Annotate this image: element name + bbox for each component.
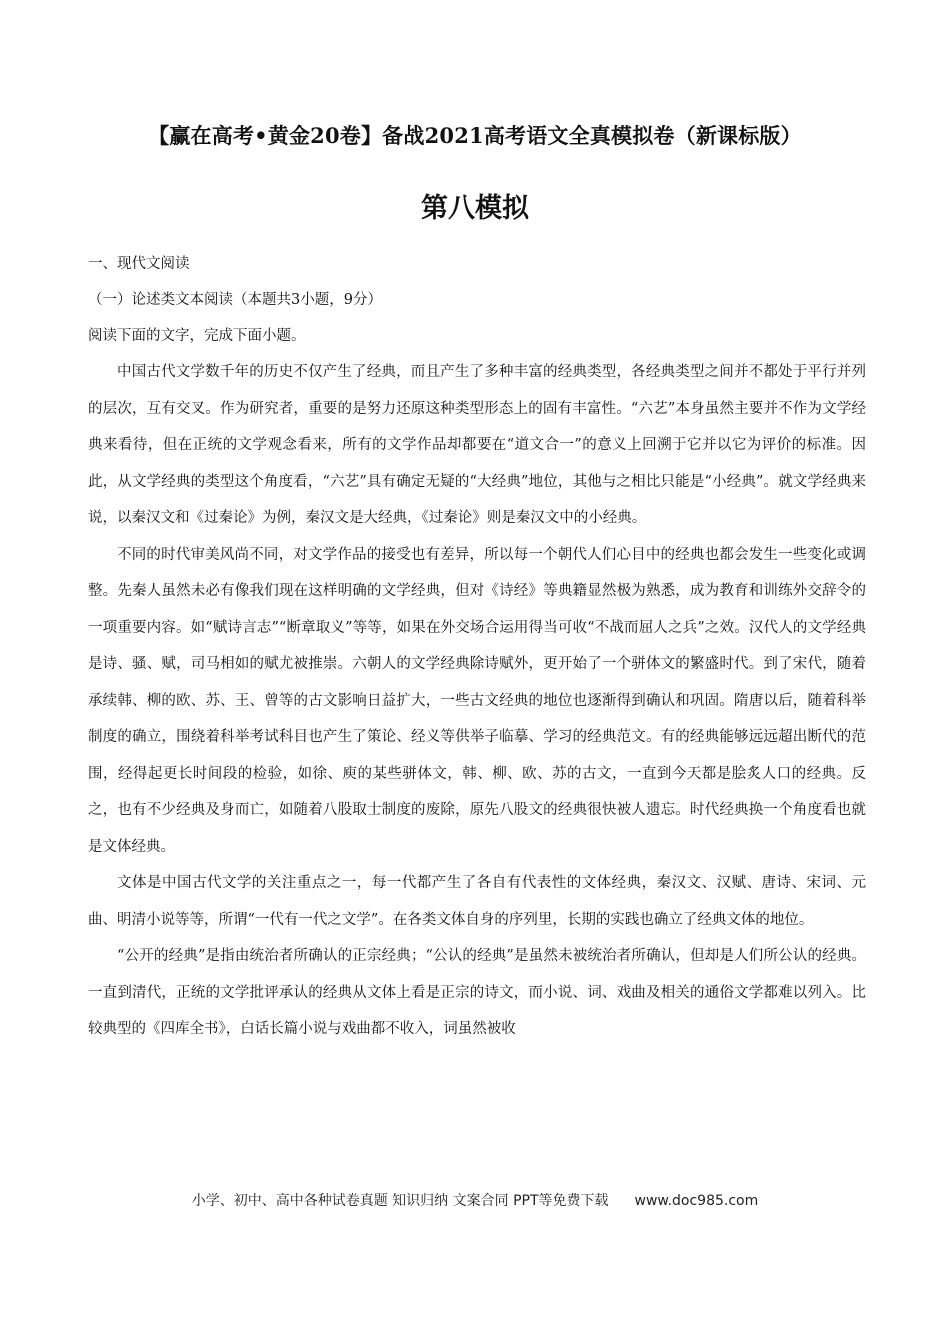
paragraph-3: 文体是中国古代文学的关注重点之一，每一代都产生了各自有代表性的文体经典，秦汉文、汉赋、唐诗、宋词、元曲、明清小说等等，所谓“一代有一代之文学”。在各类文体自身的序列里，长期的实践也确立了经典文体的地位。 (88, 875, 866, 928)
footer-ad-text: 小学、初中、高中各种试卷真题 知识归纳 文案合同 PPT等免费下载 (191, 1193, 609, 1209)
paragraph-2: 不同的时代审美风尚不同，对文学作品的接受也有差异，所以每一个朝代人们心目中的经典也都会发生一些变化或调整。先秦人虽然未必有像我们现在这样明确的文学经典，但对《诗经》等典籍显然极为熟悉，成为教育和训练外交辞令的一项重要内容。如“赋诗言志”“断章取义”等等，如果在外交场合运用得当可收“不战而屈人之兵”之效。汉代人的文学经典是诗、骚、赋，司马相如的赋尤被推崇。六朝人的文学经典除诗赋外，更开始了一个骈体文的繁盛时代。到了宋代，随着承续韩、柳的欧、苏、王、曾等的古文影响日益扩大，一些古文经典的地位也逐渐得到确认和巩固。隋唐以后，随着科举制度的确立，围绕着科举考试科目也产生了策论、经义等供举子临摹、学习的经典范文。有的经典能够远远超出断代的范围，经得起更长时间段的检验，如徐、庾的某些骈体文，韩、柳、欧、苏的古文，一直到今天都是脍炙人口的经典。反之，也有不少经典及身而亡，如随着八股取士制度的废除，原先八股文的经典很快被人遗忘。时代经典换一个角度看也就是文体经典。 (88, 546, 866, 855)
document-title: 【赢在高考•黄金20卷】备战2021高考语文全真模拟卷（新课标版） (148, 123, 802, 148)
sub-heading: （一）论述类文本阅读（本题共3小题，9分） (88, 292, 382, 308)
document-subtitle: 第八模拟 (421, 193, 529, 224)
page-footer (0, 1190, 950, 1210)
paragraph-4: “公开的经典”是指由统治者所确认的正宗经典；“公认的经典”是虽然未被统治者所确认，但却是人们所公认的经典。一直到清代，正统的文学批评承认的经典从文体上看是正宗的诗文，而小说、词、戏曲及相关的通俗文学都难以列入。比较典型的《四库全书》，白话长篇小说与戏曲都不收入，词虽然被收 (88, 948, 866, 1037)
document-body (88, 246, 866, 1048)
paragraph-1: 中国古代文学数千年的历史不仅产生了经典，而且产生了多种丰富的经典类型，各经典类型之间并不都处于平行并列的层次，互有交叉。作为研究者，重要的是努力还原这种类型形态上的固有丰富性。“六艺”本身虽然主要并不作为文学经典来看待，但在正统的文学观念看来，所有的文学作品却都要在“道文合一”的意义上回溯于它并以它为评价的标准。因此，从文学经典的类型这个角度看，“六艺”具有确定无疑的“大经典”地位，其他与之相比只能是“小经典”。就文学经典来说，以秦汉文和《过秦论》为例，秦汉文是大经典，《过秦论》则是秦汉文中的小经典。 (88, 364, 866, 526)
footer-site-link[interactable]: www.doc985.com (634, 1193, 759, 1209)
part-heading: 一、现代文阅读 (88, 256, 190, 272)
instruction-text: 阅读下面的文字，完成下面小题。 (88, 328, 306, 344)
